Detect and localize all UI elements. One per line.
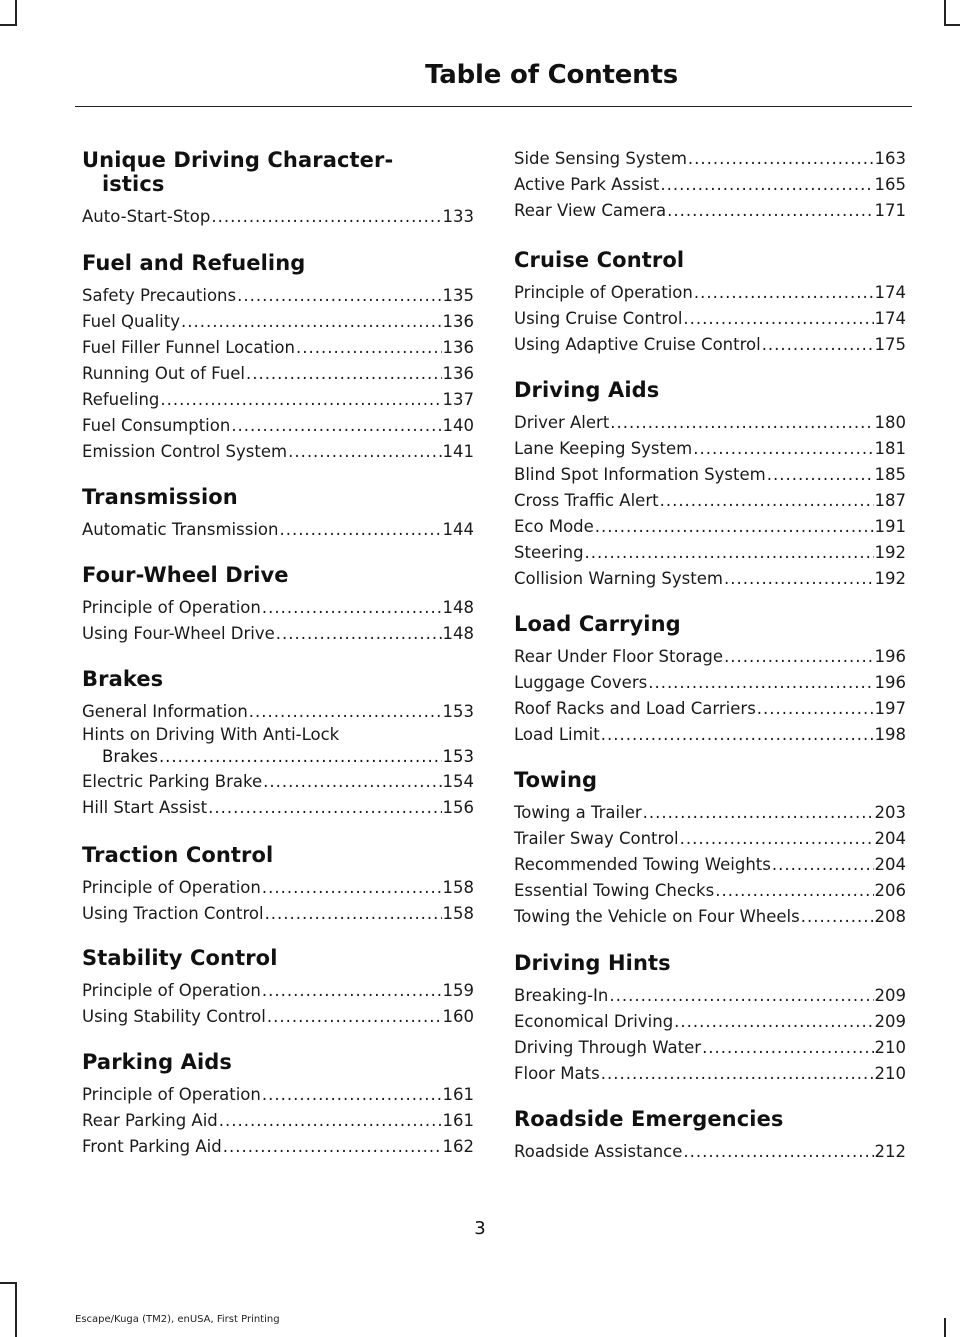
toc-section (82, 1050, 474, 1160)
toc-entry[interactable]: Front Parking Aid ..... 162 (82, 1134, 474, 1160)
toc-entry[interactable]: Running Out of Fuel ..... 136 (82, 361, 474, 387)
toc-entry[interactable]: Principle of Operation ..... 148 (82, 595, 474, 621)
section-heading: Parking Aids (82, 1050, 232, 1074)
toc-entry[interactable]: Floor Mats ..... 210 (514, 1061, 906, 1087)
section-heading (82, 148, 474, 196)
toc-entry[interactable]: Principle of Operation ..... 158 (82, 875, 474, 901)
toc-entry[interactable]: Safety Precautions ..... 135 (82, 283, 474, 309)
toc-entry[interactable]: Eco Mode ..... 191 (514, 514, 906, 540)
toc-section (82, 843, 474, 927)
toc-entry[interactable]: Steering ..... 192 (514, 540, 906, 566)
toc-entry[interactable]: Blind Spot Information System ..... 185 (514, 462, 906, 488)
crop-mark (944, 1318, 946, 1337)
section-heading: Towing (514, 768, 598, 792)
toc-entry[interactable]: Load Limit ..... 198 (514, 722, 906, 748)
toc-entry[interactable]: Fuel Quality ..... 136 (82, 309, 474, 335)
toc-entry[interactable]: Using Traction Control ..... 158 (82, 901, 474, 927)
section-heading: Cruise Control (514, 248, 685, 272)
toc-section (82, 251, 474, 465)
toc-entry[interactable]: Refueling ..... 137 (82, 387, 474, 413)
crop-mark (944, 0, 946, 26)
toc-entry[interactable]: Collision Warning System ..... 192 (514, 566, 906, 592)
toc-section (82, 485, 474, 543)
toc-entry[interactable]: Economical Driving ..... 209 (514, 1009, 906, 1035)
toc-section (82, 148, 474, 230)
toc-entry[interactable]: Principle of Operation ..... 174 (514, 280, 906, 306)
toc-entry[interactable]: Fuel Consumption ..... 140 (82, 413, 474, 439)
section-heading: Fuel and Refueling (82, 251, 306, 275)
toc-entry[interactable]: Hints on Driving With Anti-Lock Brakes ..... 153 (82, 725, 474, 769)
heading-line: Unique Driving Character- (82, 148, 394, 172)
section-heading: Roadside Emergencies (514, 1107, 784, 1131)
toc-section (514, 768, 906, 930)
toc-entry[interactable]: Automatic Transmission ..... 144 (82, 517, 474, 543)
section-heading: Traction Control (82, 843, 274, 867)
toc-section (514, 951, 906, 1087)
toc-entry[interactable]: Lane Keeping System ..... 181 (514, 436, 906, 462)
toc-section (514, 612, 906, 748)
toc-entry[interactable]: Towing a Trailer ..... 203 (514, 800, 906, 826)
toc-section (514, 146, 906, 224)
section-heading: Driving Aids (514, 378, 660, 402)
toc-entry[interactable]: Essential Towing Checks ..... 206 (514, 878, 906, 904)
toc-entry[interactable]: Side Sensing System ..... 163 (514, 146, 906, 172)
toc-entry[interactable]: Roadside Assistance ..... 212 (514, 1139, 906, 1165)
toc-entry[interactable]: Active Park Assist ..... 165 (514, 172, 906, 198)
toc-entry[interactable]: Using Adaptive Cruise Control ..... 175 (514, 332, 906, 358)
toc-section (82, 667, 474, 821)
crop-mark (0, 1282, 16, 1284)
crop-mark (15, 0, 17, 26)
toc-entry[interactable]: Luggage Covers ..... 196 (514, 670, 906, 696)
toc-entry[interactable]: Emission Control System ..... 141 (82, 439, 474, 465)
crop-mark (0, 24, 16, 26)
toc-entry[interactable]: Breaking-In ..... 209 (514, 983, 906, 1009)
toc-entry[interactable]: Fuel Filler Funnel Location ..... 136 (82, 335, 474, 361)
toc-section (514, 248, 906, 358)
toc-entry[interactable]: Principle of Operation ..... 159 (82, 978, 474, 1004)
toc-entry[interactable]: Using Stability Control ..... 160 (82, 1004, 474, 1030)
toc-entry[interactable]: Trailer Sway Control ..... 204 (514, 826, 906, 852)
section-heading: Brakes (82, 667, 164, 691)
heading-continuation: istics (102, 172, 165, 196)
section-heading: Transmission (82, 485, 238, 509)
toc-entry[interactable]: Towing the Vehicle on Four Wheels ..... 208 (514, 904, 906, 930)
section-heading: Four-Wheel Drive (82, 563, 289, 587)
page-number: 3 (474, 1218, 486, 1239)
toc-entry[interactable]: General Information ..... 153 (82, 699, 474, 725)
crop-mark (944, 24, 960, 26)
toc-entry[interactable]: Using Four-Wheel Drive ..... 148 (82, 621, 474, 647)
crop-mark (15, 1282, 17, 1337)
toc-entry[interactable]: Auto-Start-Stop ..... 133 (82, 204, 474, 230)
toc-entry[interactable]: Roof Racks and Load Carriers ..... 197 (514, 696, 906, 722)
toc-entry[interactable]: Hill Start Assist ..... 156 (82, 795, 474, 821)
page-title: Table of Contents (425, 60, 678, 90)
toc-entry[interactable]: Driver Alert ..... 180 (514, 410, 906, 436)
toc-entry[interactable]: Electric Parking Brake ..... 154 (82, 769, 474, 795)
footer-text: Escape/Kuga (TM2), enUSA, First Printing (75, 1314, 280, 1325)
toc-entry[interactable]: Principle of Operation ..... 161 (82, 1082, 474, 1108)
toc-entry[interactable]: Rear Parking Aid ..... 161 (82, 1108, 474, 1134)
toc-entry[interactable]: Rear View Camera ..... 171 (514, 198, 906, 224)
toc-section (514, 1107, 906, 1165)
section-heading: Driving Hints (514, 951, 671, 975)
section-heading: Load Carrying (514, 612, 681, 636)
toc-entry[interactable]: Using Cruise Control ..... 174 (514, 306, 906, 332)
toc-entry[interactable]: Driving Through Water ..... 210 (514, 1035, 906, 1061)
toc-entry[interactable]: Cross Traffic Alert ..... 187 (514, 488, 906, 514)
toc-section (514, 378, 906, 592)
toc-entry[interactable]: Rear Under Floor Storage ..... 196 (514, 644, 906, 670)
section-heading: Stability Control (82, 946, 278, 970)
toc-section (82, 563, 474, 647)
toc-section (82, 946, 474, 1030)
toc-entry[interactable]: Recommended Towing Weights ..... 204 (514, 852, 906, 878)
